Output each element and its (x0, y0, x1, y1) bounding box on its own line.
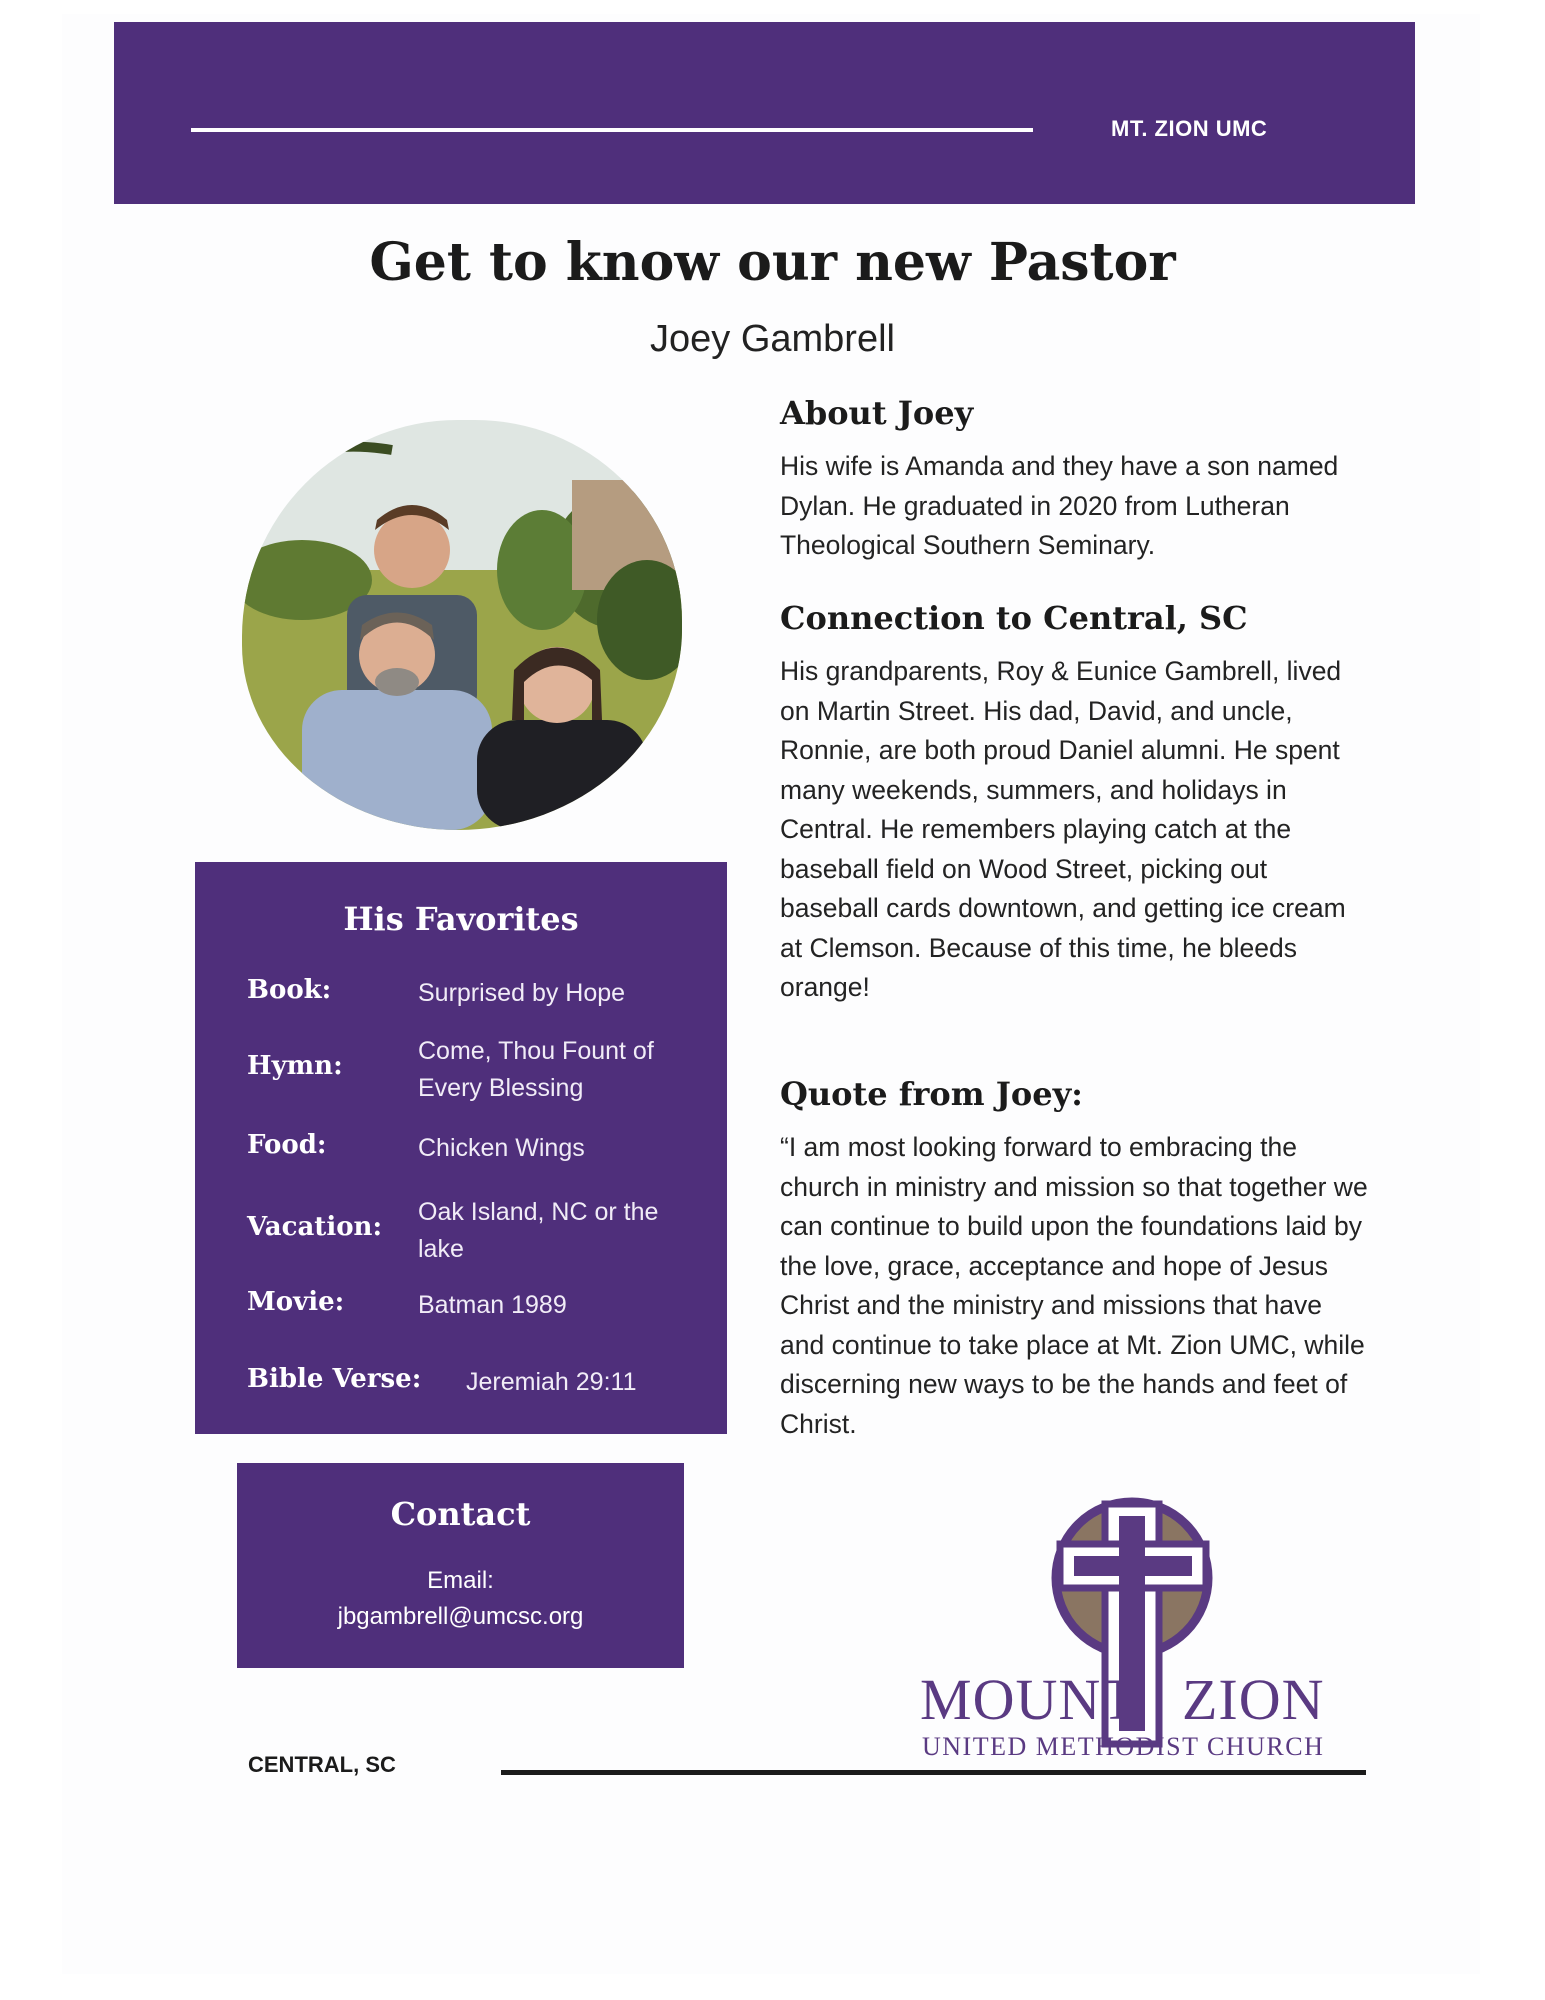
logo-word-mount: MOUNT (920, 1667, 1138, 1732)
favorite-label: Bible Verse: (247, 1364, 422, 1394)
favorite-value: Jeremiah 29:11 (466, 1368, 637, 1396)
header-bar (114, 22, 1415, 204)
logo-subtitle: UNITED METHODIST CHURCH (922, 1732, 1325, 1761)
footer-location: CENTRAL, SC (248, 1752, 396, 1777)
favorite-value: Surprised by Hope (418, 979, 626, 1007)
favorites-panel (195, 862, 727, 1434)
header-rule (191, 128, 1033, 132)
about-text: His wife is Amanda and they have a son named Dylan. He graduated in 2020 from Lutheran Theological Southern Seminary. (780, 451, 1339, 560)
favorite-value: Batman 1989 (418, 1291, 567, 1319)
favorite-label: Vacation: (247, 1212, 383, 1242)
favorite-value: Chicken Wings (418, 1134, 585, 1162)
pastor-name: Joey Gambrell (650, 318, 895, 360)
connection-heading: Connection to Central, SC (780, 599, 1248, 637)
favorite-label: Movie: (247, 1287, 345, 1317)
church-logo (900, 1496, 1370, 1761)
quote-heading: Quote from Joey: (780, 1075, 1083, 1113)
logo-word-zion: ZION (1182, 1667, 1325, 1732)
page-title: Get to know our new Pastor (369, 232, 1176, 293)
contact-panel (237, 1463, 684, 1668)
favorite-label: Hymn: (247, 1051, 343, 1081)
favorites-heading: His Favorites (343, 900, 579, 938)
footer-rule (501, 1770, 1366, 1775)
quote-text: “I am most looking forward to embracing the church in ministry and mission so that together we can continue to build upon the foundations laid by the love, grace, acceptance and hope of Jesus Christ and the ministry and missions that have and continue to take place at Mt. Zion UMC, while discerning new ways to be the hands and feet of Christ. (780, 1132, 1368, 1439)
about-heading: About Joey (780, 394, 974, 432)
favorite-value: Oak Island, NC or the lake (418, 1198, 659, 1263)
header-org: MT. ZION UMC (1111, 116, 1268, 141)
favorite-label: Food: (247, 1130, 327, 1160)
favorite-value: Come, Thou Fount of Every Blessing (418, 1037, 654, 1102)
email-label: Email: (427, 1567, 494, 1594)
favorite-label: Book: (247, 975, 332, 1005)
connection-text: His grandparents, Roy & Eunice Gambrell, lived on Martin Street. His dad, David, and uncle, Ronnie, are both proud Daniel alumni. He spent many weekends, summers, and holidays in Central. He remembers playing catch at the baseball field on Wood Street, picking out baseball cards downtown, and getting ice cream at Clemson. Because of this time, he bleeds orange! (780, 656, 1346, 1002)
family-photo (242, 420, 682, 830)
contact-heading: Contact (390, 1495, 531, 1533)
email-link[interactable]: jbgambrell@umcsc.org (337, 1603, 584, 1630)
